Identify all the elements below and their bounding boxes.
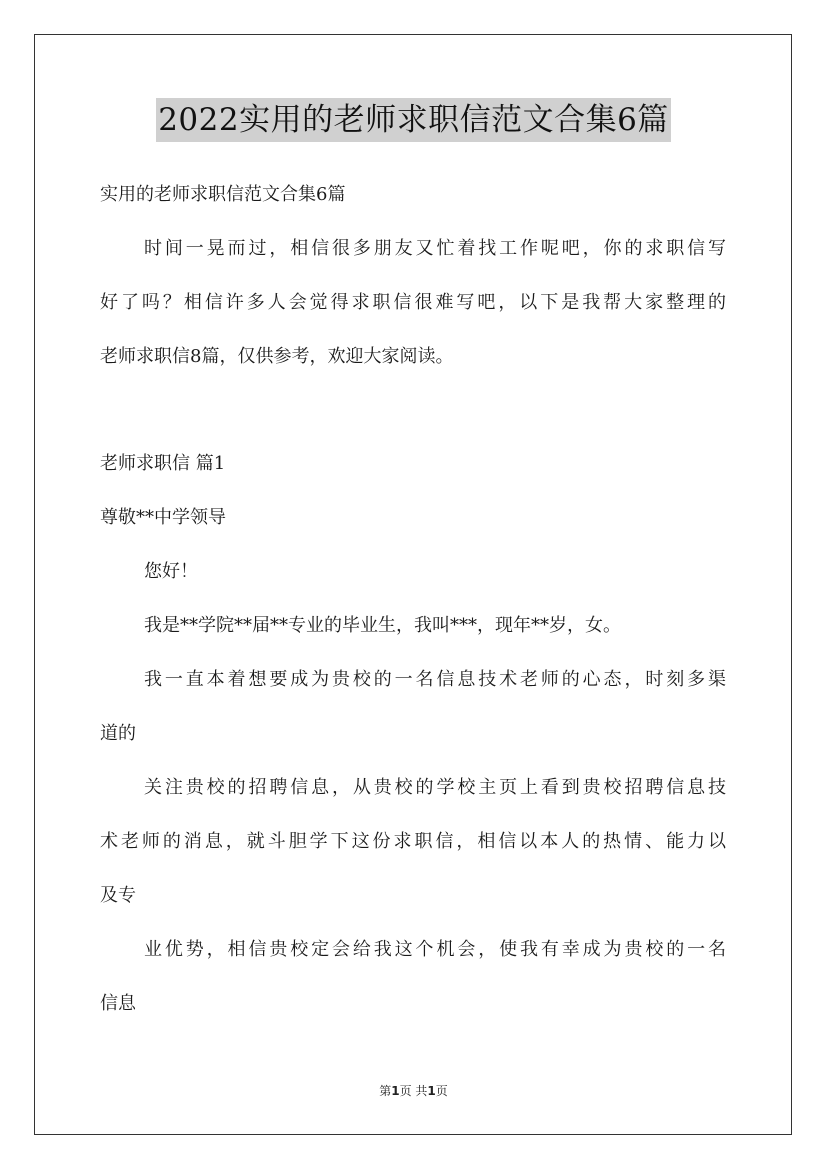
body-line-1: 我是**学院**届**专业的毕业生，我叫***，现年**岁，女。 — [144, 615, 621, 636]
intro-line-2: 好了吗？相信许多人会觉得求职信很难写吧，以下是我帮大家整理的 — [100, 292, 726, 313]
title-container — [0, 98, 827, 142]
footer-page-suffix: 页 — [435, 1084, 448, 1098]
body-line-6: 及专 — [100, 885, 136, 906]
footer-page-current: 1 — [391, 1084, 400, 1098]
footer-page-prefix: 第 — [379, 1084, 392, 1098]
body-line-4: 关注贵校的招聘信息，从贵校的学校主页上看到贵校招聘信息技 — [144, 777, 726, 798]
body-line-8: 信息 — [100, 993, 136, 1014]
footer-page-total: 1 — [427, 1084, 436, 1098]
body-line-5: 术老师的消息，就斗胆学下这份求职信，相信以本人的热情、能力以 — [100, 831, 726, 852]
page-footer — [0, 1082, 827, 1100]
body-line-2: 我一直本着想要成为贵校的一名信息技术老师的心态，时刻多渠 — [144, 669, 726, 690]
body-line-7: 业优势，相信贵校定会给我这个机会，使我有幸成为贵校的一名 — [144, 939, 726, 960]
intro-line-1: 时间一晃而过，相信很多朋友又忙着找工作呢吧，你的求职信写 — [144, 238, 726, 259]
intro-line-3: 老师求职信8篇，仅供参考，欢迎大家阅读。 — [100, 346, 454, 367]
document-title: 2022实用的老师求职信范文合集6篇 — [156, 98, 671, 142]
salutation: 尊敬**中学领导 — [100, 507, 226, 528]
section-heading: 老师求职信 篇1 — [100, 453, 226, 474]
body-line-3: 道的 — [100, 723, 136, 744]
greeting: 您好！ — [144, 561, 198, 582]
footer-page-mid: 页 共 — [399, 1084, 428, 1098]
document-subtitle: 实用的老师求职信范文合集6篇 — [100, 184, 346, 205]
